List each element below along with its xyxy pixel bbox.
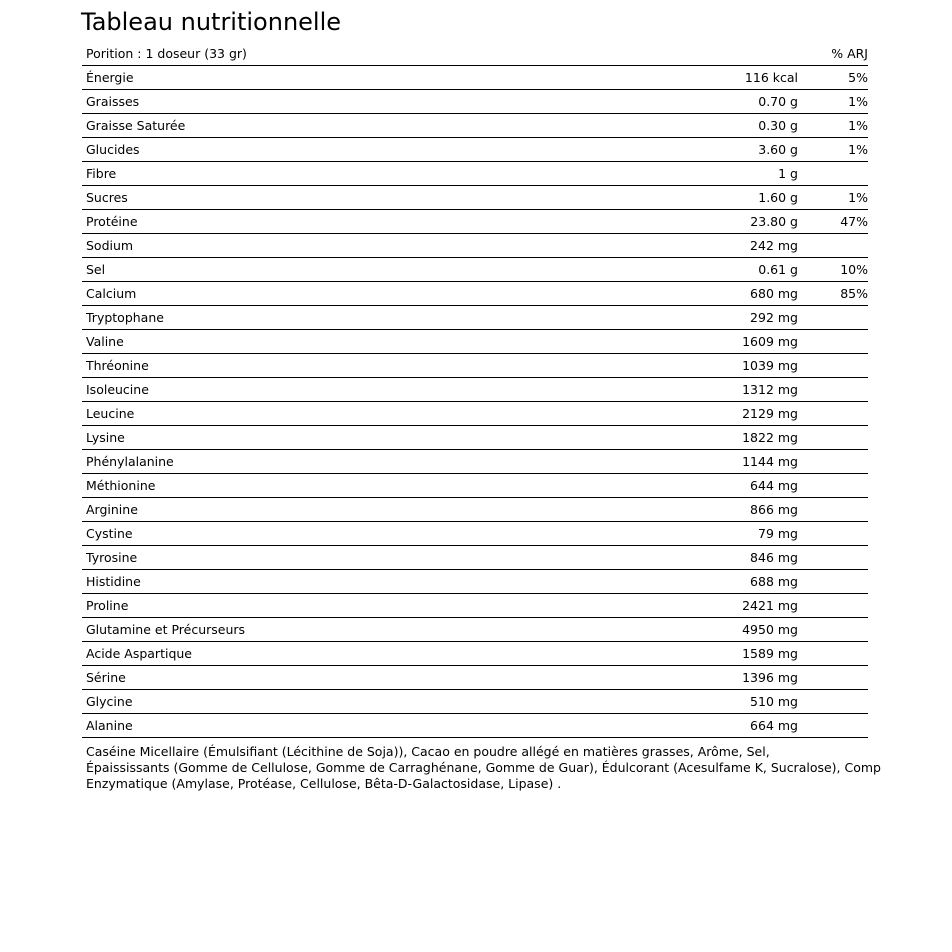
- nutrient-amount: 4950 mg: [742, 622, 798, 637]
- nutrient-amount: 1144 mg: [742, 454, 798, 469]
- table-row: [82, 186, 868, 210]
- nutrient-name: Thréonine: [86, 358, 149, 373]
- nutrient-name: Acide Aspartique: [86, 646, 192, 661]
- nutrient-name: Graisse Saturée: [86, 118, 186, 133]
- nutrient-name: Sérine: [86, 670, 126, 685]
- nutrient-name: Isoleucine: [86, 382, 149, 397]
- nutrient-amount: 846 mg: [750, 550, 798, 565]
- table-row: [82, 306, 868, 330]
- nutrient-amount: 23.80 g: [750, 214, 798, 229]
- nutrient-daily-percent: 1%: [848, 142, 868, 157]
- nutrient-name: Tyrosine: [86, 550, 138, 565]
- table-row: [82, 114, 868, 138]
- table-row: [82, 258, 868, 282]
- table-row: [82, 162, 868, 186]
- table-row: [82, 90, 868, 114]
- table-row: [82, 450, 868, 474]
- nutrient-name: Glycine: [86, 694, 133, 709]
- nutrient-amount: 2421 mg: [742, 598, 798, 613]
- table-row: [82, 618, 868, 642]
- nutrient-amount: 0.30 g: [758, 118, 798, 133]
- table-row: [82, 642, 868, 666]
- nutrient-name: Protéine: [86, 214, 138, 229]
- table-row: [82, 66, 868, 90]
- nutrient-name: Fibre: [86, 166, 117, 181]
- nutrient-amount: 510 mg: [750, 694, 798, 709]
- percent-arj-header: % ARJ: [831, 46, 868, 61]
- nutrient-amount: 644 mg: [750, 478, 798, 493]
- nutrient-name: Histidine: [86, 574, 141, 589]
- nutrient-amount: 1589 mg: [742, 646, 798, 661]
- nutrient-daily-percent: 1%: [848, 190, 868, 205]
- nutrient-name: Tryptophane: [86, 310, 164, 325]
- table-row: [82, 402, 868, 426]
- table-row: [82, 570, 868, 594]
- nutrient-amount: 1312 mg: [742, 382, 798, 397]
- nutrient-amount: 116 kcal: [744, 70, 798, 85]
- nutrient-amount: 3.60 g: [758, 142, 798, 157]
- nutrient-daily-percent: 1%: [848, 94, 868, 109]
- table-row: [82, 330, 868, 354]
- ingredients-line: Enzymatique (Amylase, Protéase, Cellulose, Bêta-D-Galactosidase, Lipase) .: [86, 776, 562, 791]
- nutrient-daily-percent: 1%: [848, 118, 868, 133]
- table-row: [82, 714, 868, 738]
- ingredients-line: Épaississants (Gomme de Cellulose, Gomme de Carraghénane, Gomme de Guar), Édulcorant (Acesulfame K, Sucralose), Comp: [86, 760, 881, 775]
- nutrient-amount: 1039 mg: [742, 358, 798, 373]
- nutrient-amount: 688 mg: [750, 574, 798, 589]
- nutrient-name: Cystine: [86, 526, 133, 541]
- nutrient-name: Alanine: [86, 718, 133, 733]
- table-row: [82, 666, 868, 690]
- table-row: [82, 546, 868, 570]
- nutrient-amount: 680 mg: [750, 286, 798, 301]
- nutrient-amount: 1609 mg: [742, 334, 798, 349]
- ingredients-text: [86, 744, 906, 792]
- nutrient-name: Énergie: [86, 70, 134, 85]
- nutrient-amount: 79 mg: [758, 526, 798, 541]
- nutrient-amount: 0.61 g: [758, 262, 798, 277]
- nutrient-name: Valine: [86, 334, 124, 349]
- nutrient-name: Leucine: [86, 406, 135, 421]
- nutrient-name: Sel: [86, 262, 106, 277]
- table-row: [82, 210, 868, 234]
- nutrient-name: Graisses: [86, 94, 140, 109]
- nutrient-amount: 242 mg: [750, 238, 798, 253]
- nutrient-daily-percent: 47%: [840, 214, 868, 229]
- nutrient-amount: 0.70 g: [758, 94, 798, 109]
- table-header-row: [82, 42, 868, 66]
- nutrient-daily-percent: 10%: [840, 262, 868, 277]
- nutrient-name: Phénylalanine: [86, 454, 174, 469]
- table-row: [82, 690, 868, 714]
- nutrient-name: Glucides: [86, 142, 140, 157]
- page-title: Tableau nutritionnelle: [81, 8, 342, 36]
- table-row: [82, 378, 868, 402]
- ingredients-line: Caséine Micellaire (Émulsifiant (Lécithine de Soja)), Cacao en poudre allégé en matières grasses, Arôme, Sel,: [86, 744, 770, 759]
- table-row: [82, 426, 868, 450]
- table-row: [82, 234, 868, 258]
- table-body: [82, 66, 868, 738]
- nutrient-amount: 1396 mg: [742, 670, 798, 685]
- nutrient-name: Lysine: [86, 430, 125, 445]
- nutrient-name: Glutamine et Précurseurs: [86, 622, 246, 637]
- nutrient-name: Arginine: [86, 502, 138, 517]
- serving-size-label: Porition : 1 doseur (33 gr): [86, 46, 247, 61]
- nutrient-amount: 1 g: [778, 166, 798, 181]
- nutrient-name: Sodium: [86, 238, 134, 253]
- nutrient-amount: 866 mg: [750, 502, 798, 517]
- table-row: [82, 354, 868, 378]
- nutrient-name: Calcium: [86, 286, 137, 301]
- table-row: [82, 498, 868, 522]
- table-row: [82, 474, 868, 498]
- nutrient-amount: 664 mg: [750, 718, 798, 733]
- nutrient-name: Méthionine: [86, 478, 156, 493]
- nutrient-amount: 2129 mg: [742, 406, 798, 421]
- table-row: [82, 282, 868, 306]
- nutrient-amount: 1822 mg: [742, 430, 798, 445]
- table-row: [82, 594, 868, 618]
- nutrient-amount: 292 mg: [750, 310, 798, 325]
- nutrient-daily-percent: 85%: [840, 286, 868, 301]
- nutrient-amount: 1.60 g: [758, 190, 798, 205]
- table-row: [82, 138, 868, 162]
- nutrition-table: [82, 42, 868, 738]
- nutrient-daily-percent: 5%: [848, 70, 868, 85]
- table-row: [82, 522, 868, 546]
- nutrient-name: Proline: [86, 598, 129, 613]
- nutrient-name: Sucres: [86, 190, 128, 205]
